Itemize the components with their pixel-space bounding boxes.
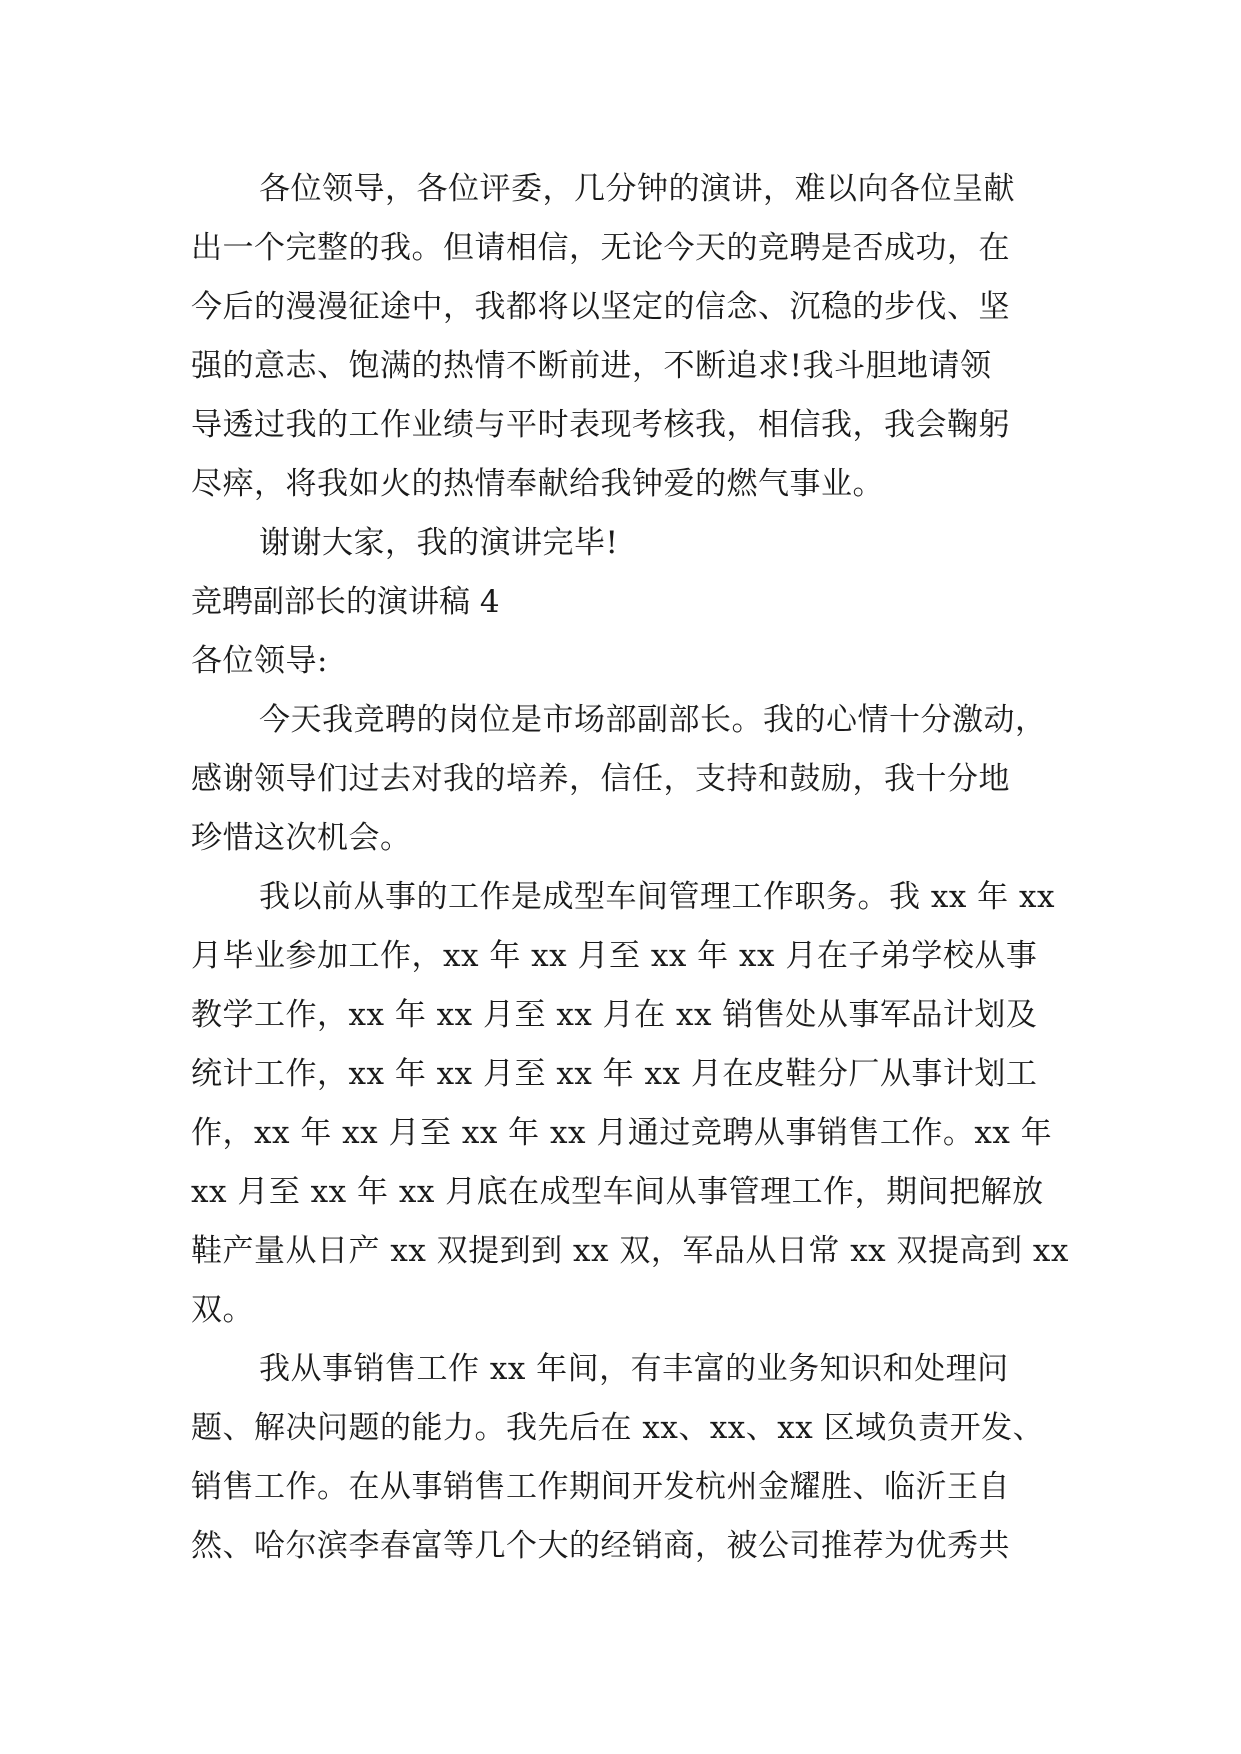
text-line: 谢谢大家，我的演讲完毕! <box>259 525 619 561</box>
text-line: 我以前从事的工作是成型车间管理工作职务。我 xx 年 xx <box>259 879 1055 915</box>
text-line: 尽瘁，将我如火的热情奉献给我钟爱的燃气事业。 <box>191 466 884 502</box>
text-line: 今天我竞聘的岗位是市场部副部长。我的心情十分激动， <box>259 702 1047 738</box>
text-line: 我从事销售工作 xx 年间，有丰富的业务知识和处理问 <box>259 1351 1009 1387</box>
text-line: 各位领导，各位评委，几分钟的演讲，难以向各位呈献 <box>259 171 1015 207</box>
text-line: 作，xx 年 xx 月至 xx 年 xx 月通过竞聘从事销售工作。xx 年 <box>191 1115 1053 1151</box>
section-title: 竞聘副部长的演讲稿 4 <box>191 584 500 620</box>
document-body <box>191 160 1069 1576</box>
text-line: 感谢领导们过去对我的培养，信任，支持和鼓励，我十分地 <box>191 761 1010 797</box>
text-line: 出一个完整的我。但请相信，无论今天的竞聘是否成功，在 <box>191 230 1010 266</box>
text-line: 强的意志、饱满的热情不断前进，不断追求!我斗胆地请领 <box>191 348 992 384</box>
text-line: 教学工作，xx 年 xx 月至 xx 月在 xx 销售处从事军品计划及 <box>191 997 1038 1033</box>
text-line: 今后的漫漫征途中，我都将以坚定的信念、沉稳的步伐、坚 <box>191 289 1010 325</box>
text-line: 双。 <box>191 1292 254 1328</box>
text-line: 统计工作，xx 年 xx 月至 xx 年 xx 月在皮鞋分厂从事计划工 <box>191 1056 1038 1092</box>
text-line: 鞋产量从日产 xx 双提到到 xx 双，军品从日常 xx 双提高到 xx <box>191 1233 1069 1269</box>
text-line: 月毕业参加工作，xx 年 xx 月至 xx 年 xx 月在子弟学校从事 <box>191 938 1038 974</box>
text-line: xx 月至 xx 年 xx 月底在成型车间从事管理工作，期间把解放 <box>191 1174 1044 1210</box>
text-line: 珍惜这次机会。 <box>191 820 412 856</box>
text-line: 销售工作。在从事销售工作期间开发杭州金耀胜、临沂王自 <box>191 1469 1010 1505</box>
text-line: 导透过我的工作业绩与平时表现考核我，相信我，我会鞠躬 <box>191 407 1010 443</box>
text-line: 题、解决问题的能力。我先后在 xx、xx、xx 区域负责开发、 <box>191 1410 1045 1446</box>
text-line: 然、哈尔滨李春富等几个大的经销商，被公司推荐为优秀共 <box>191 1528 1010 1564</box>
salutation: 各位领导: <box>191 643 328 679</box>
